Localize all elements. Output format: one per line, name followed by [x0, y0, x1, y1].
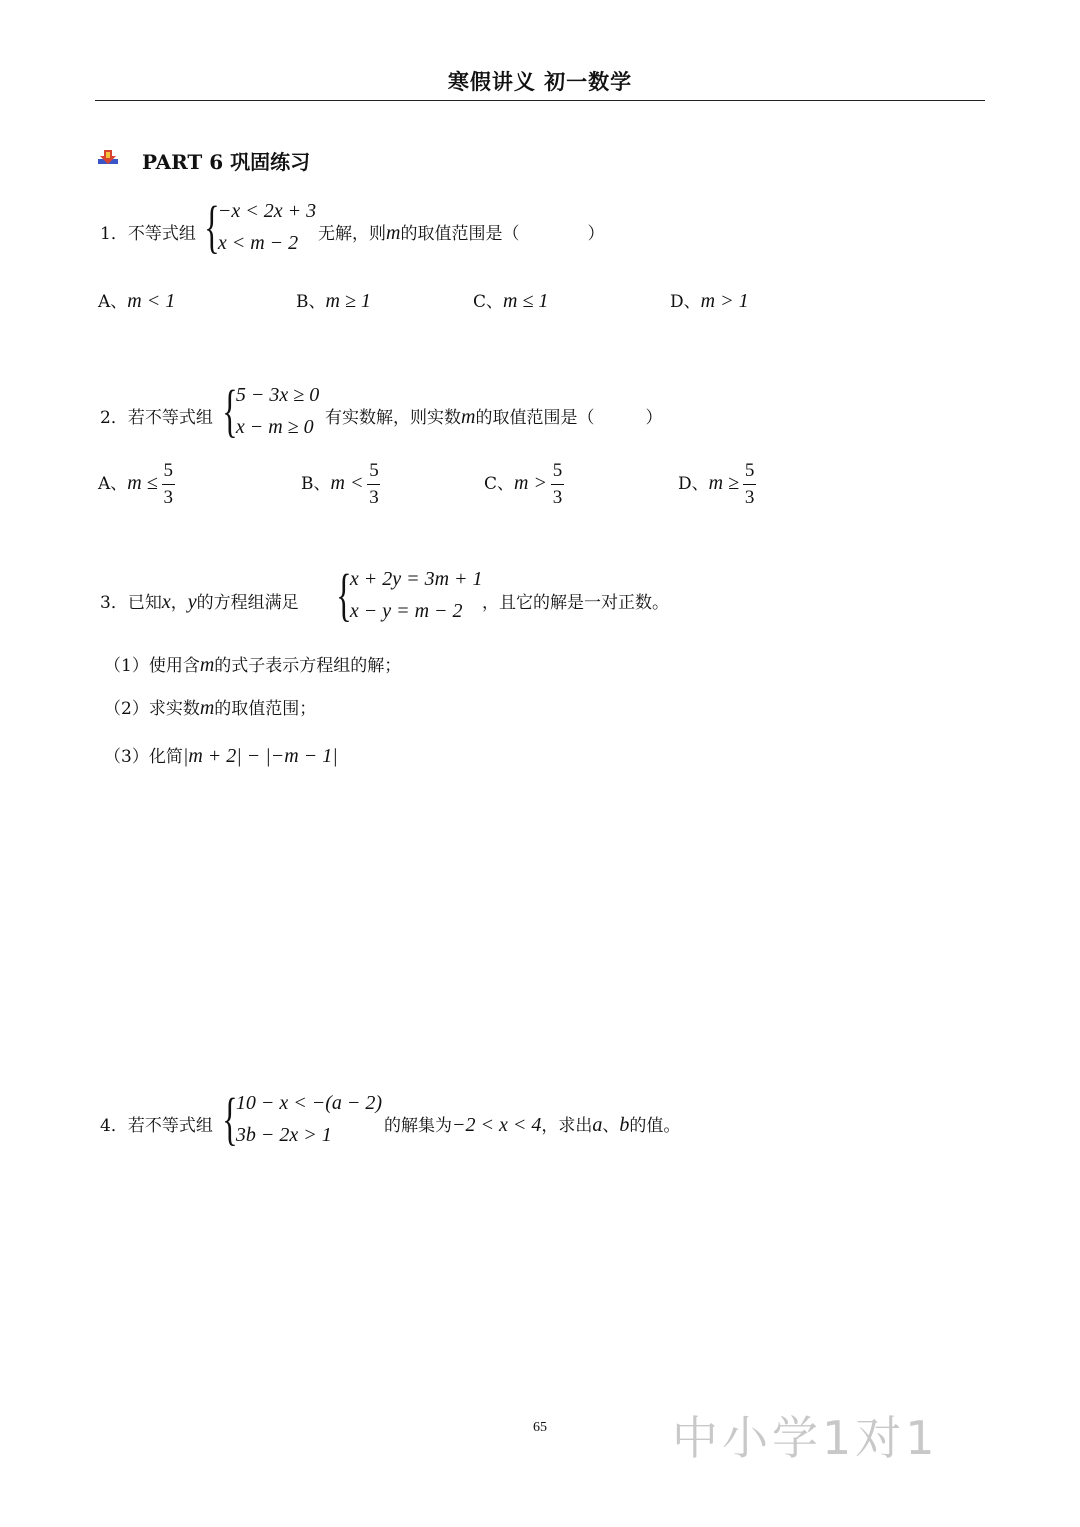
q1-option-d-label: D、 — [670, 292, 701, 312]
page-number: 65 — [533, 1420, 547, 1435]
q4-stem-b: ，求出 — [541, 1116, 593, 1136]
q3-left-brace: { — [336, 562, 352, 627]
q1-option-a-label: A、 — [98, 292, 128, 312]
q2-option-d-label: D、 — [678, 474, 709, 494]
q3-stem-a: 已知 — [127, 593, 162, 613]
q3-part-2-before: 求实数 — [148, 699, 200, 719]
q1-system-row-2: x < m − 2 — [217, 232, 299, 254]
page-header-title: 寒假讲义 初一数学 — [447, 70, 633, 94]
q1-option-d — [670, 287, 749, 313]
q3-part-1-before: 使用含 — [148, 656, 200, 676]
q3-part-1-after: 的式子表示方程组的解； — [214, 656, 402, 676]
q2-number: 2． — [100, 408, 128, 428]
q3-equation-system — [336, 562, 483, 627]
q2-var-m: m — [461, 406, 476, 428]
q3-number: 3． — [100, 593, 128, 613]
section-title-cn: 巩固练习 — [230, 150, 311, 174]
q1-stem-after — [318, 219, 604, 245]
q3-part-1 — [104, 651, 401, 677]
fraction-denominator: 3 — [552, 487, 563, 508]
q4-stem-before: 若不等式组 — [127, 1116, 213, 1136]
fraction-denominator: 3 — [744, 487, 755, 508]
header-divider — [95, 100, 985, 101]
q3-system-row-1: x + 2y = 3m + 1 — [349, 568, 483, 590]
q3-stem-b: 的方程组满足 — [196, 593, 299, 613]
fraction-denominator: 3 — [163, 487, 173, 508]
q1-inequality-system — [204, 194, 317, 259]
q1-option-c-label: C、 — [473, 292, 504, 312]
q3-part-3 — [104, 742, 338, 768]
q3-comma: ， — [170, 593, 188, 613]
q3-part-2-var: m — [199, 697, 215, 719]
fraction-bar — [367, 484, 380, 485]
q4-var-b: b — [619, 1114, 630, 1136]
q2-option-a-fraction — [162, 460, 175, 509]
q1-option-a-expr: m < 1 — [127, 290, 176, 312]
diamond-arrow-icon — [98, 150, 118, 168]
q1-option-b-label: B、 — [296, 292, 326, 312]
q3-var-x: x — [161, 591, 171, 613]
q3-stem-c: ，且它的解是一对正数。 — [482, 593, 669, 613]
q2-option-d — [678, 460, 756, 509]
fraction-numerator: 5 — [369, 460, 379, 481]
fraction-bar — [551, 484, 564, 485]
q3-part-1-var: m — [199, 654, 215, 676]
q2-option-b-label: B、 — [301, 474, 331, 494]
q2-option-a — [98, 460, 175, 509]
q2-system-row-2: x − m ≥ 0 — [235, 416, 314, 438]
q3-part-1-label: （1） — [104, 656, 149, 676]
q4-stem-after — [384, 1111, 680, 1137]
q2-option-a-expr: m ≤ — [127, 472, 158, 494]
fraction-denominator: 3 — [369, 487, 379, 508]
q3-part-2-label: （2） — [104, 699, 149, 719]
q2-option-b-fraction — [367, 460, 380, 509]
fraction-numerator: 5 — [552, 460, 563, 481]
q3-part-3-before: 化简 — [148, 747, 183, 767]
fraction-numerator: 5 — [744, 460, 755, 481]
q1-stem-after-a: 无解，则 — [318, 224, 386, 244]
q1-left-brace: { — [204, 194, 220, 259]
q1-option-d-expr: m > 1 — [700, 290, 749, 312]
q2-option-d-fraction — [743, 460, 756, 509]
q2-option-c-expr: m > — [514, 472, 547, 494]
q3-part-2 — [104, 694, 316, 720]
q2-stem-after-b: 的取值范围是（ ） — [475, 408, 663, 428]
fraction-numerator: 5 — [163, 460, 173, 481]
section-title-en: PART 6 — [142, 150, 224, 174]
q3-number-and-stem — [100, 588, 299, 614]
q1-var-m: m — [386, 222, 401, 244]
q1-number: 1． — [100, 224, 128, 244]
q4-system-row-2: 3b − 2x > 1 — [235, 1124, 332, 1146]
q1-option-c — [473, 287, 548, 313]
q1-stem-after-b: 的取值范围是（ ） — [400, 224, 605, 244]
q4-range: −2 < x < 4 — [452, 1114, 542, 1136]
q3-system-row-2: x − y = m − 2 — [349, 600, 463, 622]
fraction-bar — [743, 484, 756, 485]
q4-separator: 、 — [602, 1116, 620, 1136]
q4-system-row-1: 10 − x < −(a − 2) — [235, 1092, 383, 1114]
q4-inequality-system — [222, 1086, 383, 1151]
q3-var-y: y — [187, 591, 197, 613]
q2-option-c-fraction — [551, 460, 564, 509]
q2-option-b — [301, 460, 380, 509]
q1-option-b-expr: m ≥ 1 — [325, 290, 371, 312]
q4-left-brace: { — [222, 1086, 238, 1151]
q2-stem-after — [325, 403, 662, 429]
q2-option-b-expr: m < — [330, 472, 364, 494]
q3-part-3-expr: |m + 2| − |−m − 1| — [182, 745, 338, 767]
q3-part-2-after: 的取值范围； — [214, 699, 317, 719]
q1-option-a — [98, 287, 175, 313]
section-title — [142, 146, 310, 175]
fraction-bar — [162, 484, 175, 485]
q2-number-and-stem — [100, 403, 213, 428]
q4-stem-a: 的解集为 — [384, 1116, 452, 1136]
q2-option-c-label: C、 — [484, 474, 515, 494]
q4-number: 4． — [100, 1116, 128, 1136]
q4-stem-c: 的值。 — [629, 1116, 681, 1136]
q1-stem-before: 不等式组 — [127, 224, 196, 244]
q2-option-c — [484, 460, 564, 509]
q2-left-brace: { — [222, 378, 238, 443]
watermark-text: 中小学1对1 — [672, 1411, 939, 1465]
q2-inequality-system — [222, 378, 320, 443]
q2-option-d-expr: m ≥ — [708, 472, 740, 494]
q2-stem-before: 若不等式组 — [127, 408, 213, 428]
q1-number-and-stem — [100, 219, 196, 244]
q2-stem-after-a: 有实数解，则实数 — [325, 408, 461, 428]
q4-var-a: a — [592, 1114, 603, 1136]
q1-option-b — [296, 287, 371, 313]
q3-part-3-label: （3） — [104, 747, 149, 767]
q1-system-row-1: −x < 2x + 3 — [217, 200, 317, 222]
q4-number-and-stem — [100, 1111, 213, 1136]
q1-option-c-expr: m ≤ 1 — [503, 290, 549, 312]
q2-system-row-1: 5 − 3x ≥ 0 — [235, 384, 320, 406]
q2-option-a-label: A、 — [98, 474, 128, 494]
